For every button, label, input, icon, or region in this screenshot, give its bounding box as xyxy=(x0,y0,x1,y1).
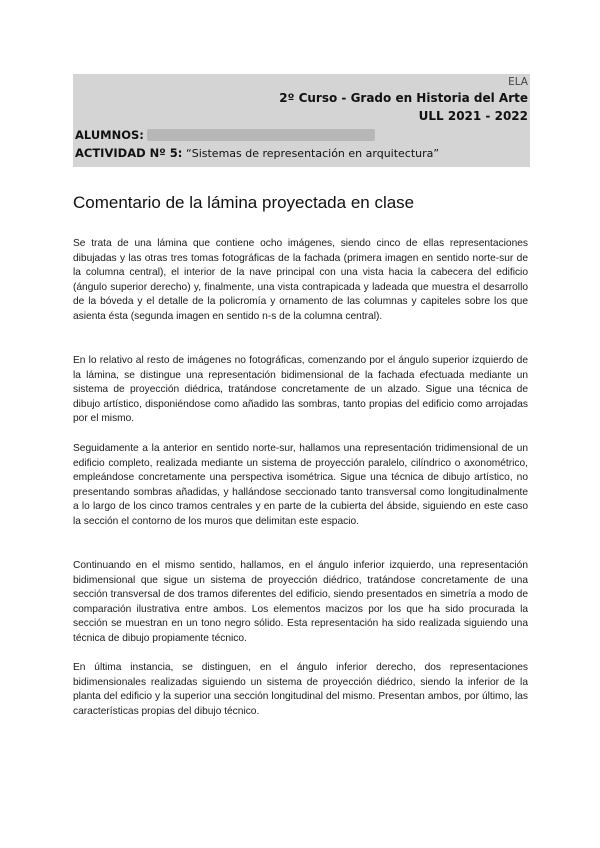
actividad-label: ACTIVIDAD Nº 5: xyxy=(75,146,183,160)
header-ela: ELA xyxy=(508,76,528,88)
actividad-line xyxy=(75,146,439,160)
paragraph: Seguidamente a la anterior en sentido norte-sur, hallamos una representación tridimensional de un edificio completo, realizada mediante un sistema de proyección paralelo, cilíndrico o axonométrico, empleándose concretamente una perspectiva isométrica. Sigue una técnica de dibujo artístico, no presentando sombras añadidas, y hallándose seccionado tanto transversal como longitudinalmente a lo largo de los cinco tramos centrales y en parte de la cubierta del ábside, siguiendo en este caso la sección el contorno de los muros que delimitan este espacio. xyxy=(73,443,528,527)
paragraph: Se trata de una lámina que contiene ocho imágenes, siendo cinco de ellas representaciones dibujadas y las otras tres tomas fotográficas de la fachada (primera imagen en sentido norte-sur de la columna central), el interior de la nave principal con una vista hacia la cabecera del edificio (ángulo superior derecho) y, finalmente, una vista contrapicada y ladeada que muestra el desarrollo de la bóveda y el detalle de la policromía y ornamento de las columnas y capiteles sobre los que asienta ésta (segunda imagen en sentido n-s de la columna central). xyxy=(73,238,528,322)
header-year: ULL 2021 - 2022 xyxy=(418,109,528,123)
paragraph: En lo relativo al resto de imágenes no fotográficas, comenzando por el ángulo superior izquierdo de la lámina, se distingue una representación bidimensional de la fachada efectuada mediante un sistema de proyección diédrica, tratándose concretamente de un alzado. Sigue una técnica de dibujo artístico, disponiéndose como añadido las sombras, tanto propias del edificio como arrojadas por el mismo. xyxy=(73,355,528,425)
alumnos-line xyxy=(75,128,375,142)
document-title: Comentario de la lámina proyectada en clase xyxy=(73,193,415,212)
document-header xyxy=(73,74,530,167)
actividad-value: “Sistemas de representación en arquitectura” xyxy=(186,147,440,160)
paragraph: Continuando en el mismo sentido, hallamos, en el ángulo inferior izquierdo, una representación bidimensional que sigue un sistema de proyección diédrico, tratándose concretamente de una sección transversal de dos tramos diferentes del edificio, siendo presentados en simetría a modo de comparación ilustrativa entre ambos. Los elementos macizos por los que ha sido procurada la sección se muestran en un tono negro sólido. Esta representación ha sido realizada siguiendo una técnica de dibujo propiamente técnico. xyxy=(73,560,528,644)
redacted-names-block xyxy=(147,129,375,141)
paragraph: En última instancia, se distinguen, en el ángulo inferior derecho, dos representaciones bidimensionales realizadas siguiendo un sistema de proyección diédrico, siendo la inferior de la planta del edificio y la superior una sección longitudinal del mismo. Presentan ambos, por último, las características propias del dibujo técnico. xyxy=(73,662,528,717)
alumnos-label: ALUMNOS: xyxy=(75,128,144,142)
header-course: 2º Curso - Grado en Historia del Arte xyxy=(279,91,528,105)
